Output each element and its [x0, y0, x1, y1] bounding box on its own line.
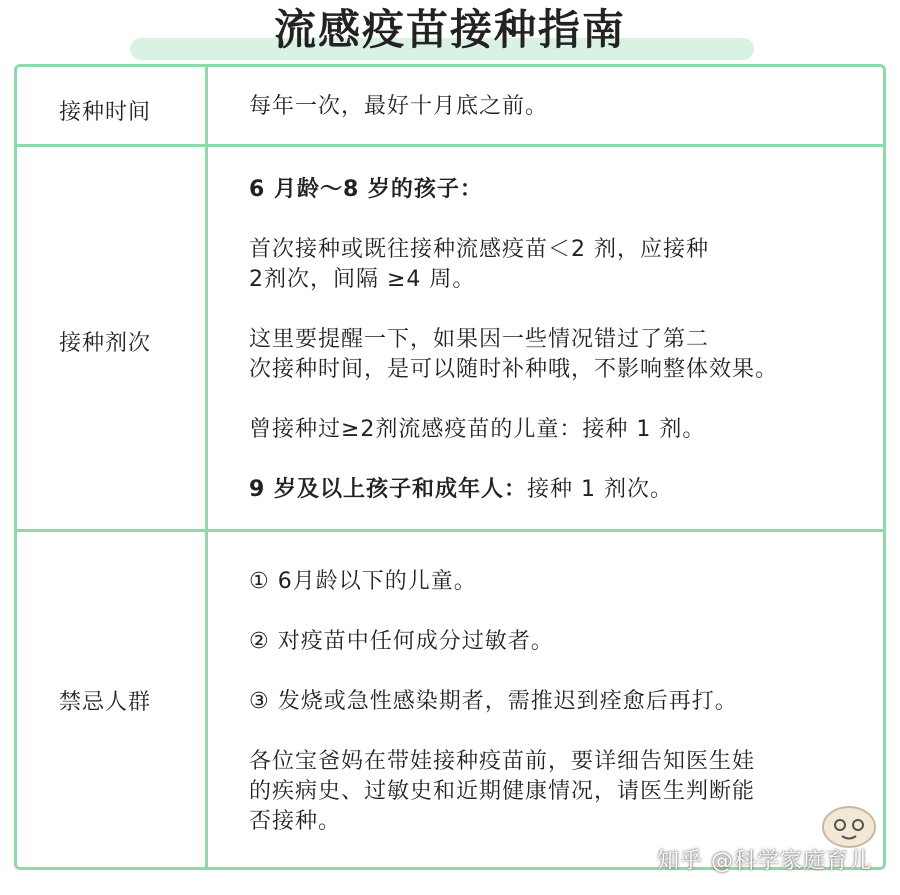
source-watermark: 知乎 @科学家庭育儿: [657, 849, 872, 874]
contra-item-1: ① 6月龄以下的儿童。: [249, 569, 477, 594]
row-content-time: [249, 92, 869, 122]
row-divider-2: [17, 529, 883, 532]
contra-note-line3: 否接种。: [249, 809, 342, 834]
contra-item-3: ③ 发烧或急性感染期者，需推迟到痊愈后再打。: [249, 689, 738, 714]
doses-p1-line2: 2剂次，间隔 ≥4 周。: [249, 267, 476, 292]
row-divider-1: [17, 144, 883, 147]
column-divider: [205, 67, 208, 867]
contra-note-line2: 的疾病史、过敏史和近期健康情况，请医生判断能: [249, 779, 756, 804]
row-label-doses: 接种剂次: [59, 331, 152, 356]
page-title: 流感疫苗接种指南: [273, 5, 626, 54]
guide-table: [14, 64, 886, 870]
doses-p4: [249, 475, 869, 505]
contra-item-2: ② 对疫苗中任何成分过敏者。: [249, 629, 554, 654]
doses-p3: 曾接种过≥2剂流感疫苗的儿童：接种 1 剂。: [249, 417, 706, 442]
time-text: 每年一次，最好十月底之前。: [249, 94, 549, 119]
doses-p2-line2: 次接种时间，是可以随时补种哦，不影响整体效果。: [249, 357, 779, 382]
mascot-badge-icon: [820, 801, 878, 849]
contra-note-line1: 各位宝爸妈在带娃接种疫苗前，要详细告知医生娃: [249, 749, 756, 774]
doses-heading: 6 月龄～8 岁的孩子：: [249, 177, 483, 202]
row-label-time: 接种时间: [59, 100, 152, 125]
row-content-contraindications: [249, 567, 869, 837]
doses-p1-line1: 首次接种或既往接种流感疫苗＜2 剂，应接种: [249, 237, 709, 262]
doses-p4-rest: 接种 1 剂次。: [526, 477, 673, 502]
row-label-contraindications: 禁忌人群: [59, 690, 152, 715]
doses-p4-bold: 9 岁及以上孩子和成年人：: [249, 477, 527, 502]
doses-p2-line1: 这里要提醒一下，如果因一些情况错过了第二: [249, 327, 710, 352]
row-content-doses: [249, 175, 869, 505]
